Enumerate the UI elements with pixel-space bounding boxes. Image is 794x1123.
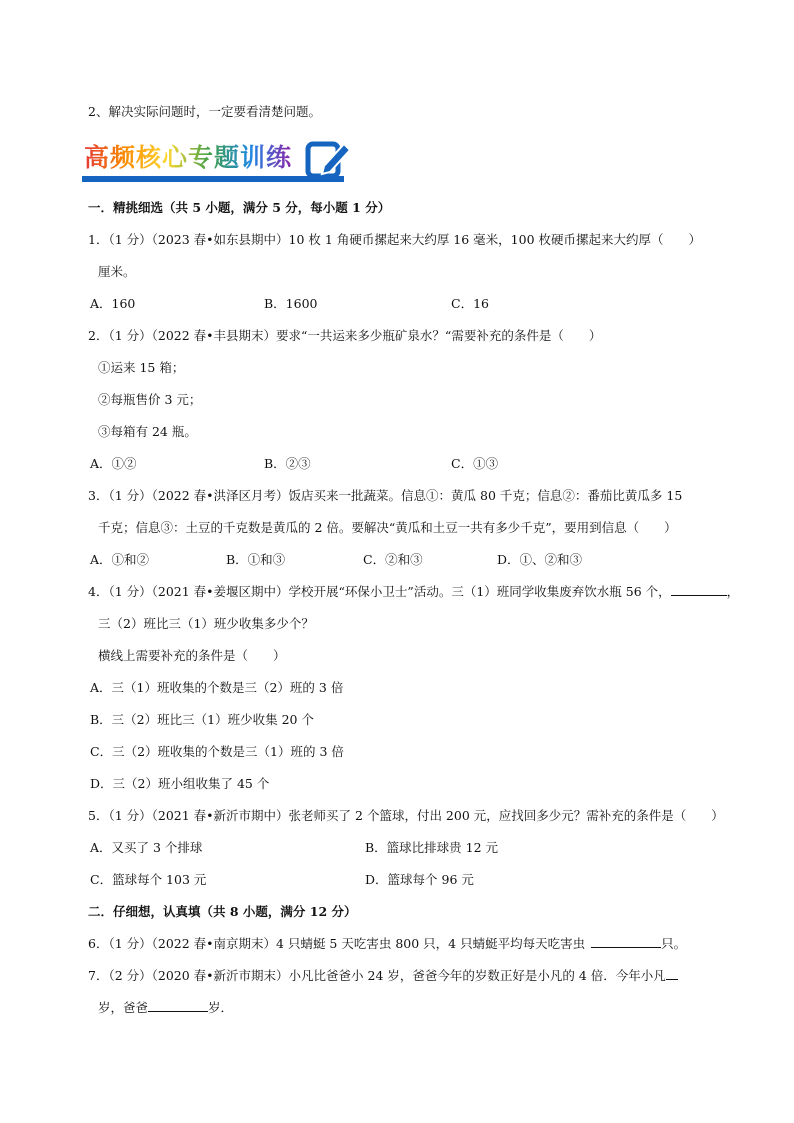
q3-option-c[interactable]: C．②和③ — [363, 552, 423, 567]
q4-line1 — [88, 583, 739, 601]
q2-option-a[interactable]: A．①② — [90, 456, 137, 471]
q3-line1: 3．（1 分）（2022 春•洪泽区月考）饭店买来一批蔬菜。信息①：黄瓜 80 千克；信息②：番茄比黄瓜多 15 — [88, 488, 683, 503]
q2-condition-1: ①运来 15 箱； — [98, 360, 185, 375]
q1-option-c[interactable]: C．16 — [451, 296, 489, 311]
q6-line1-end: 只。 — [661, 936, 687, 951]
q7-line2-end: 岁． — [208, 1000, 234, 1015]
q7-answer-blank-2[interactable] — [148, 999, 208, 1012]
q3-option-d[interactable]: D．①、②和③ — [497, 552, 583, 567]
q4-line2: 三（2）班比三（1）班少收集多少个？ — [98, 616, 314, 631]
q2-option-c[interactable]: C．①③ — [451, 456, 499, 471]
banner-title: 高频核心专题训练 — [84, 138, 292, 174]
pencil-edit-icon — [304, 136, 352, 182]
q4-option-b[interactable]: B．三（2）班比三（1）班少收集 20 个 — [90, 712, 314, 727]
q4-line1-text: 4．（1 分）（2021 春•姜堰区期中）学校开展“环保小卫士”活动。三（1）班同学收集废弃饮水瓶 56 个， — [88, 584, 671, 599]
q5-option-c[interactable]: C．篮球每个 103 元 — [90, 872, 207, 887]
q5-line1: 5．（1 分）（2021 春•新沂市期中）张老师买了 2 个篮球，付出 200 元，应找回多少元？需补充的条件是（ ） — [88, 808, 724, 823]
q7-line1-text: 7．（2 分）（2020 春•新沂市期末）小凡比爸爸小 24 岁，爸爸今年的岁数正好是小凡的 4 倍．今年小凡 — [88, 968, 666, 983]
q3-line2: 千克；信息③：土豆的千克数是黄瓜的 2 倍。要解决“黄瓜和土豆一共有多少千克”，要用到信息（ ） — [98, 520, 677, 535]
section1-header: 一．精挑细选（共 5 小题，满分 5 分，每小题 1 分） — [88, 200, 391, 215]
q2-condition-2: ②每瓶售价 3 元； — [98, 392, 202, 407]
q4-option-d[interactable]: D．三（2）班小组收集了 45 个 — [90, 776, 270, 791]
q7-line2-start: 岁，爸爸 — [98, 1000, 149, 1015]
q4-option-c[interactable]: C．三（2）班收集的个数是三（1）班的 3 倍 — [90, 744, 344, 759]
q1-option-b[interactable]: B．1600 — [264, 296, 318, 311]
q5-option-b[interactable]: B．篮球比排球贵 12 元 — [365, 840, 499, 855]
q4-line1-end: ， — [726, 584, 740, 599]
q2-line1: 2．（1 分）（2022 春•丰县期末）要求“一共运来多少瓶矿泉水？“需要补充的条件是（ ） — [88, 328, 602, 343]
q6-line1-text: 6．（1 分）（2022 春•南京期末）4 只蜻蜓 5 天吃害虫 800 只，4 只蜻蜓平均每天吃害虫 — [88, 936, 586, 951]
q4-option-a[interactable]: A．三（1）班收集的个数是三（2）班的 3 倍 — [90, 680, 344, 695]
q7-answer-blank-1[interactable] — [666, 967, 678, 980]
section-banner — [82, 136, 352, 186]
q6-answer-blank[interactable] — [591, 935, 661, 948]
q1-line1: 1．（1 分）（2023 春•如东县期中）10 枚 1 角硬币摞起来大约厚 16 毫米，100 枚硬币摞起来大约厚（ ） — [88, 232, 702, 247]
q2-option-b[interactable]: B．②③ — [264, 456, 311, 471]
q2-condition-3: ③每箱有 24 瓶。 — [98, 424, 197, 439]
q7-line2 — [98, 999, 233, 1017]
q5-option-a[interactable]: A．又买了 3 个排球 — [90, 840, 203, 855]
q3-option-a[interactable]: A．①和② — [90, 552, 150, 567]
intro-note: 2、解决实际问题时，一定要看清楚问题。 — [88, 104, 321, 119]
q5-option-d[interactable]: D．篮球每个 96 元 — [365, 872, 474, 887]
q4-line3: 横线上需要补充的条件是（ ） — [98, 648, 286, 663]
q4-answer-blank[interactable] — [671, 583, 727, 596]
section2-header: 二．仔细想，认真填（共 8 小题，满分 12 分） — [88, 904, 357, 919]
q3-option-b[interactable]: B．①和③ — [226, 552, 286, 567]
q7-line1 — [88, 967, 678, 985]
q1-line2: 厘米。 — [98, 264, 136, 279]
q6-line1 — [88, 935, 686, 953]
q1-option-a[interactable]: A．160 — [90, 296, 136, 311]
